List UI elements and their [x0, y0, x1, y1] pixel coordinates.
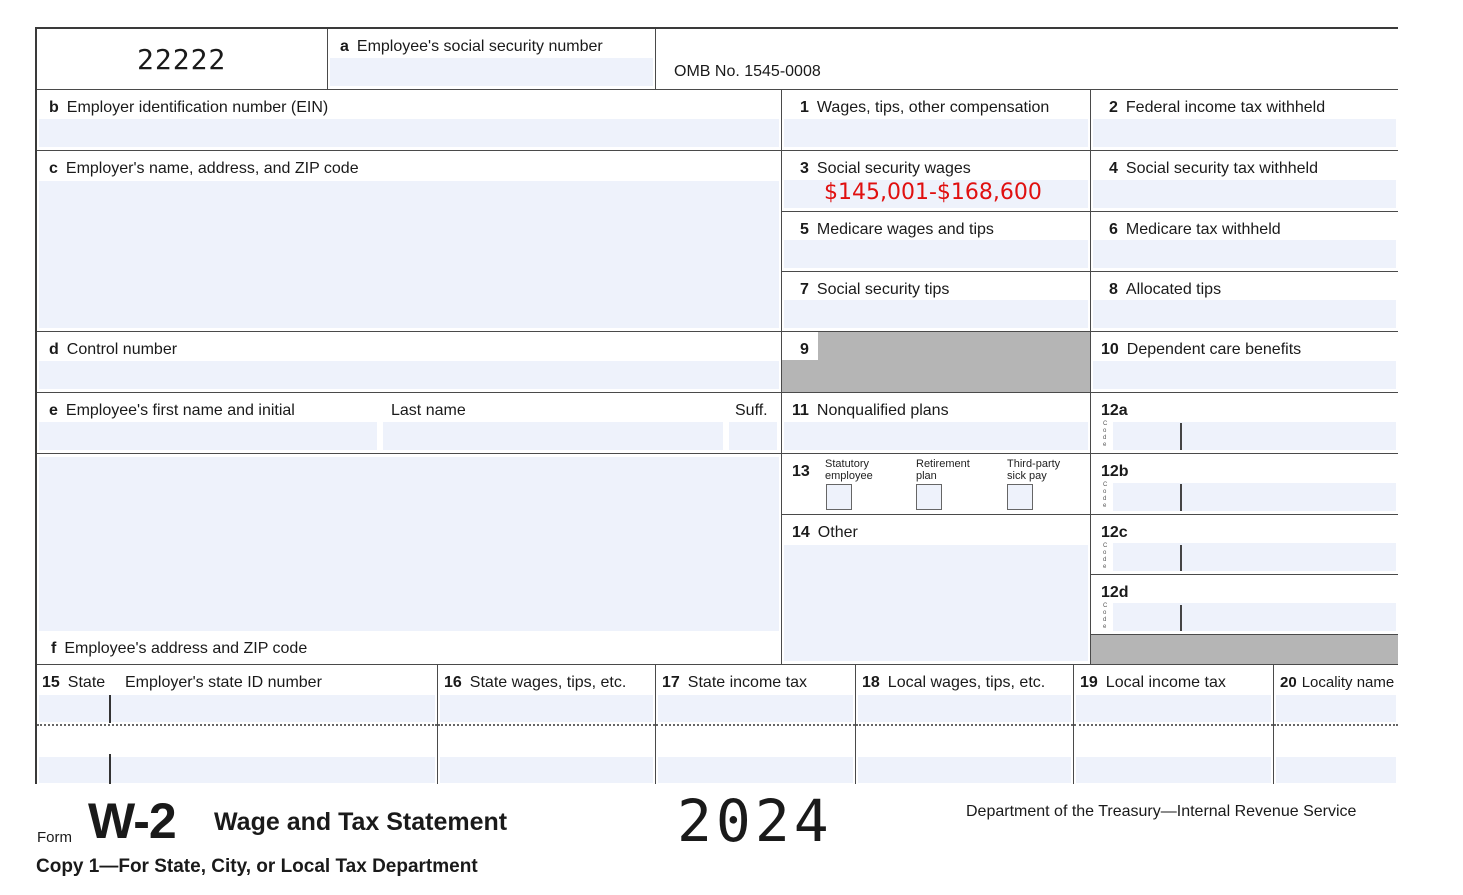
third-party-sick-pay-label: Third-party sick pay: [1007, 458, 1061, 482]
social-security-wages-value: $145,001-$168,600: [824, 180, 1042, 205]
box-14-input[interactable]: [784, 545, 1088, 661]
box-11-input[interactable]: [784, 422, 1088, 450]
box-9-num: 9: [800, 341, 809, 358]
box-e-suffix-label: Suff.: [735, 402, 768, 419]
box-16-input-2[interactable]: [440, 757, 653, 783]
box-12a-divider: [1180, 423, 1182, 450]
box-6[interactable]: [1091, 212, 1398, 272]
box-20[interactable]: [1274, 665, 1398, 784]
box-f-letter: f: [51, 640, 57, 657]
statutory-employee-label: Statutory employee: [825, 458, 873, 482]
box-7-input[interactable]: [784, 300, 1088, 328]
box-11-label: Nonqualified plans: [816, 402, 949, 419]
box-5-input[interactable]: [784, 240, 1088, 268]
box-2[interactable]: [1091, 90, 1398, 151]
box-15-id-label: Employer's state ID number: [125, 674, 322, 691]
box-19-dashed-line: [1074, 724, 1273, 726]
box-a[interactable]: [328, 29, 656, 90]
box-18-input-1[interactable]: [858, 695, 1071, 722]
box-15-num: 15: [42, 674, 60, 691]
box-e-letter: e: [49, 402, 58, 419]
box-18-label: Local wages, tips, etc.: [887, 674, 1046, 691]
box-f[interactable]: [37, 454, 782, 665]
box-6-label: Medicare tax withheld: [1125, 221, 1281, 238]
box-5-label: Medicare wages and tips: [816, 221, 994, 238]
box-12b-code-label: C o d e: [1103, 482, 1108, 509]
statutory-employee-checkbox[interactable]: [826, 484, 852, 510]
box-7-num: 7: [800, 281, 809, 298]
box-f-input[interactable]: [39, 457, 779, 631]
box-a-letter: a: [340, 38, 349, 55]
form-word: Form: [37, 829, 72, 846]
box-b-letter: b: [49, 99, 59, 116]
box-19-input-2[interactable]: [1076, 757, 1271, 783]
box-18[interactable]: [856, 665, 1074, 784]
box-20-input-1[interactable]: [1276, 695, 1396, 722]
box-15-dashed-line: [37, 724, 437, 726]
box-19[interactable]: [1074, 665, 1274, 784]
last-name-input[interactable]: [383, 422, 723, 450]
box-12d-num: 12d: [1101, 584, 1129, 601]
box-11[interactable]: [782, 393, 1091, 454]
box-12d-divider: [1180, 605, 1182, 631]
box-8-label: Allocated tips: [1125, 281, 1222, 298]
box-16-num: 16: [444, 674, 462, 691]
box-10-input[interactable]: [1093, 361, 1396, 389]
box-17-label: State income tax: [687, 674, 807, 691]
box-17-dashed-line: [656, 724, 855, 726]
box-12d-input[interactable]: [1113, 603, 1396, 631]
box-3-label: Social security wages: [816, 160, 971, 177]
box-18-input-2[interactable]: [858, 757, 1071, 783]
box-d[interactable]: [37, 332, 782, 393]
box-12c-input[interactable]: [1113, 543, 1396, 571]
box-12c-num: 12c: [1101, 524, 1128, 541]
box-14-label: Other: [817, 524, 858, 541]
form-id-cell: [37, 29, 328, 90]
box-a-label: Employee's social security number: [356, 38, 603, 55]
box-12a-num: 12a: [1101, 402, 1128, 419]
box-14[interactable]: [782, 515, 1091, 665]
box-8-num: 8: [1109, 281, 1118, 298]
box-c-input[interactable]: [39, 181, 779, 328]
third-party-sick-pay-checkbox[interactable]: [1007, 484, 1033, 510]
box-e-label: Employee's first name and initial: [65, 402, 295, 419]
box-17-input-2[interactable]: [658, 757, 853, 783]
box-5-num: 5: [800, 221, 809, 238]
box-12a-input[interactable]: [1113, 422, 1396, 450]
box-20-num: 20: [1280, 674, 1297, 691]
box-12b-input[interactable]: [1113, 483, 1396, 511]
box-7-label: Social security tips: [816, 281, 950, 298]
box-d-input[interactable]: [39, 361, 779, 389]
box-9-shaded-bottom: [782, 360, 818, 392]
box-13: [782, 454, 1091, 515]
box-b[interactable]: [37, 90, 782, 151]
box-12c-divider: [1180, 545, 1182, 571]
box-17-num: 17: [662, 674, 680, 691]
box-19-label: Local income tax: [1105, 674, 1226, 691]
retirement-plan-checkbox[interactable]: [916, 484, 942, 510]
box-e[interactable]: [37, 393, 782, 454]
form-id: 22222: [137, 43, 227, 76]
box-c-letter: c: [49, 160, 58, 177]
box-11-num: 11: [792, 402, 809, 419]
box-12c-code-label: C o d e: [1103, 543, 1108, 570]
box-a-input[interactable]: [330, 58, 653, 86]
box-15[interactable]: [37, 665, 438, 784]
box-12-shaded: [1091, 635, 1398, 665]
w2-form: [35, 27, 1398, 784]
box-4-num: 4: [1109, 160, 1118, 177]
box-16-dashed-line: [438, 724, 655, 726]
box-7[interactable]: [782, 272, 1091, 332]
box-2-input[interactable]: [1093, 119, 1396, 147]
box-8[interactable]: [1091, 272, 1398, 332]
form-title: Wage and Tax Statement: [214, 808, 508, 836]
box-e-last-name-label: Last name: [391, 402, 466, 419]
retirement-plan-label: Retirement plan: [916, 458, 970, 482]
box-19-input-1[interactable]: [1076, 695, 1271, 722]
box-1[interactable]: [782, 90, 1091, 151]
box-9-shaded: [818, 332, 1090, 392]
box-d-label: Control number: [66, 341, 178, 358]
box-10[interactable]: [1091, 332, 1398, 393]
box-12a-code-label: C o d e: [1103, 421, 1108, 448]
box-20-input-2[interactable]: [1276, 757, 1396, 783]
box-5[interactable]: [782, 212, 1091, 272]
box-12b[interactable]: [1091, 454, 1398, 515]
box-13-num: 13: [792, 463, 810, 480]
box-b-label: Employer identification number (EIN): [66, 99, 329, 116]
state-divider-2: [109, 754, 111, 784]
box-15-label: State: [67, 674, 106, 691]
box-18-num: 18: [862, 674, 880, 691]
box-10-num: 10: [1101, 341, 1119, 358]
box-f-label: Employee's address and ZIP code: [64, 640, 308, 657]
box-4-label: Social security tax withheld: [1125, 160, 1318, 177]
box-4-input[interactable]: [1093, 180, 1396, 208]
agency: Department of the Treasury—Internal Revenue Service: [966, 803, 1357, 820]
box-12b-divider: [1180, 484, 1182, 511]
form-name: W-2: [88, 793, 176, 849]
box-9: [782, 332, 1091, 393]
box-4[interactable]: [1091, 151, 1398, 212]
box-19-num: 19: [1080, 674, 1098, 691]
box-17-input-1[interactable]: [658, 695, 853, 722]
box-3[interactable]: [782, 151, 1091, 212]
box-6-num: 6: [1109, 221, 1118, 238]
box-8-input[interactable]: [1093, 300, 1396, 328]
suffix-input[interactable]: [729, 422, 777, 450]
first-name-input[interactable]: [39, 422, 377, 450]
box-2-label: Federal income tax withheld: [1125, 99, 1326, 116]
box-1-num: 1: [800, 99, 809, 116]
box-20-label: Locality name: [1301, 674, 1395, 691]
box-1-label: Wages, tips, other compensation: [816, 99, 1050, 116]
box-17[interactable]: [656, 665, 856, 784]
box-6-input[interactable]: [1093, 240, 1396, 268]
box-18-dashed-line: [856, 724, 1073, 726]
box-1-input[interactable]: [784, 119, 1088, 147]
box-d-letter: d: [49, 341, 59, 358]
box-12d[interactable]: [1091, 575, 1398, 635]
box-16[interactable]: [438, 665, 656, 784]
box-b-input[interactable]: [39, 119, 779, 147]
box-10-label: Dependent care benefits: [1126, 341, 1302, 358]
box-12c[interactable]: [1091, 515, 1398, 575]
box-3-num: 3: [800, 160, 809, 177]
omb-number: OMB No. 1545-0008: [674, 63, 821, 80]
box-12d-code-label: C o d e: [1103, 603, 1108, 630]
box-c[interactable]: [37, 151, 782, 332]
box-20-dashed-line: [1274, 724, 1398, 726]
omb-cell: [656, 29, 1398, 90]
box-14-num: 14: [792, 524, 810, 541]
box-15-input-2[interactable]: [39, 757, 435, 783]
state-divider: [109, 695, 111, 723]
copy-designation: Copy 1—For State, City, or Local Tax Department: [36, 856, 478, 877]
box-12a[interactable]: [1091, 393, 1398, 454]
box-16-label: State wages, tips, etc.: [469, 674, 627, 691]
box-12b-num: 12b: [1101, 463, 1129, 480]
box-15-input-1[interactable]: [39, 695, 435, 722]
box-2-num: 2: [1109, 99, 1118, 116]
box-16-input-1[interactable]: [440, 695, 653, 722]
box-c-label: Employer's name, address, and ZIP code: [65, 160, 359, 177]
tax-year: 2024: [677, 787, 833, 855]
